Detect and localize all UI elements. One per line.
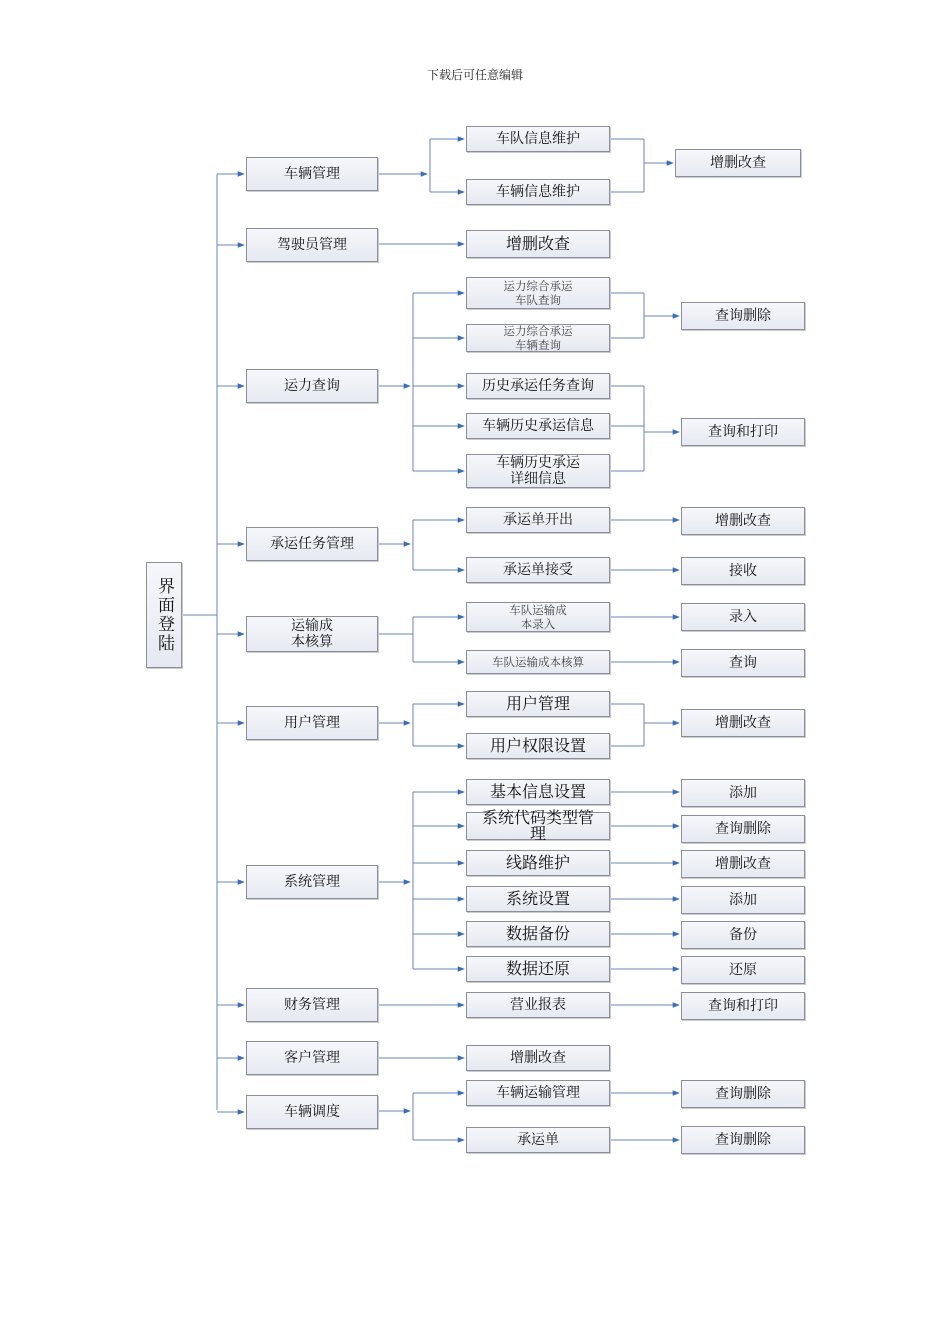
page-header: 下载后可任意编辑 [426, 68, 523, 82]
level1-node-9: 车辆调度 [246, 1095, 378, 1129]
level3-node-3: 增删改查 [681, 507, 805, 535]
level1-node-2: 运力查询 [246, 369, 378, 403]
level3-node-9: 查询删除 [681, 815, 805, 843]
level2-node-5: 历史承运任务查询 [466, 373, 610, 399]
level2-node-18: 数据备份 [466, 921, 610, 947]
level2-node-16: 线路维护 [466, 850, 610, 876]
root-node: 界面登陆 [146, 562, 182, 668]
level1-node-6: 系统管理 [246, 865, 378, 899]
level3-node-14: 查询和打印 [681, 992, 805, 1020]
level2-node-7: 车辆历史承运 详细信息 [466, 454, 610, 488]
level3-node-11: 添加 [681, 886, 805, 914]
level2-node-20: 营业报表 [466, 992, 610, 1018]
level2-node-3: 运力综合承运 车队查询 [466, 277, 610, 309]
level2-node-4: 运力综合承运 车辆查询 [466, 324, 610, 352]
level2-node-14: 基本信息设置 [466, 779, 610, 805]
level1-node-1: 驾驶员管理 [246, 228, 378, 262]
level2-node-15: 系统代码类型管 理 [466, 812, 610, 840]
level1-node-0: 车辆管理 [246, 157, 378, 191]
level2-node-2: 增删改查 [466, 230, 610, 258]
level3-node-13: 还原 [681, 956, 805, 984]
level2-node-11: 车队运输成本核算 [466, 650, 610, 674]
level3-node-7: 增删改查 [681, 709, 805, 737]
level2-node-22: 车辆运输管理 [466, 1080, 610, 1106]
level2-node-6: 车辆历史承运信息 [466, 413, 610, 439]
level3-node-5: 录入 [681, 603, 805, 631]
level1-node-7: 财务管理 [246, 988, 378, 1022]
level1-node-8: 客户管理 [246, 1041, 378, 1075]
level3-node-4: 接收 [681, 557, 805, 585]
level3-node-2: 查询和打印 [681, 418, 805, 446]
level3-node-12: 备份 [681, 921, 805, 949]
level1-node-5: 用户管理 [246, 706, 378, 740]
level3-node-10: 增删改查 [681, 850, 805, 878]
level3-node-6: 查询 [681, 649, 805, 677]
level3-node-16: 查询删除 [681, 1126, 805, 1154]
level2-node-0: 车队信息维护 [466, 126, 610, 152]
level2-node-21: 增删改查 [466, 1045, 610, 1071]
level3-node-0: 增删改查 [675, 149, 801, 177]
level2-node-19: 数据还原 [466, 956, 610, 982]
level1-node-3: 承运任务管理 [246, 527, 378, 561]
level3-node-8: 添加 [681, 779, 805, 807]
level2-node-12: 用户管理 [466, 691, 610, 717]
level2-node-17: 系统设置 [466, 886, 610, 912]
level3-node-15: 查询删除 [681, 1080, 805, 1108]
level2-node-1: 车辆信息维护 [466, 179, 610, 205]
level1-node-4: 运输成 本核算 [246, 616, 378, 652]
level2-node-13: 用户权限设置 [466, 733, 610, 759]
level2-node-9: 承运单接受 [466, 557, 610, 583]
level2-node-10: 车队运输成 本录入 [466, 602, 610, 632]
level2-node-8: 承运单开出 [466, 507, 610, 533]
level2-node-23: 承运单 [466, 1127, 610, 1153]
level3-node-1: 查询删除 [681, 302, 805, 330]
